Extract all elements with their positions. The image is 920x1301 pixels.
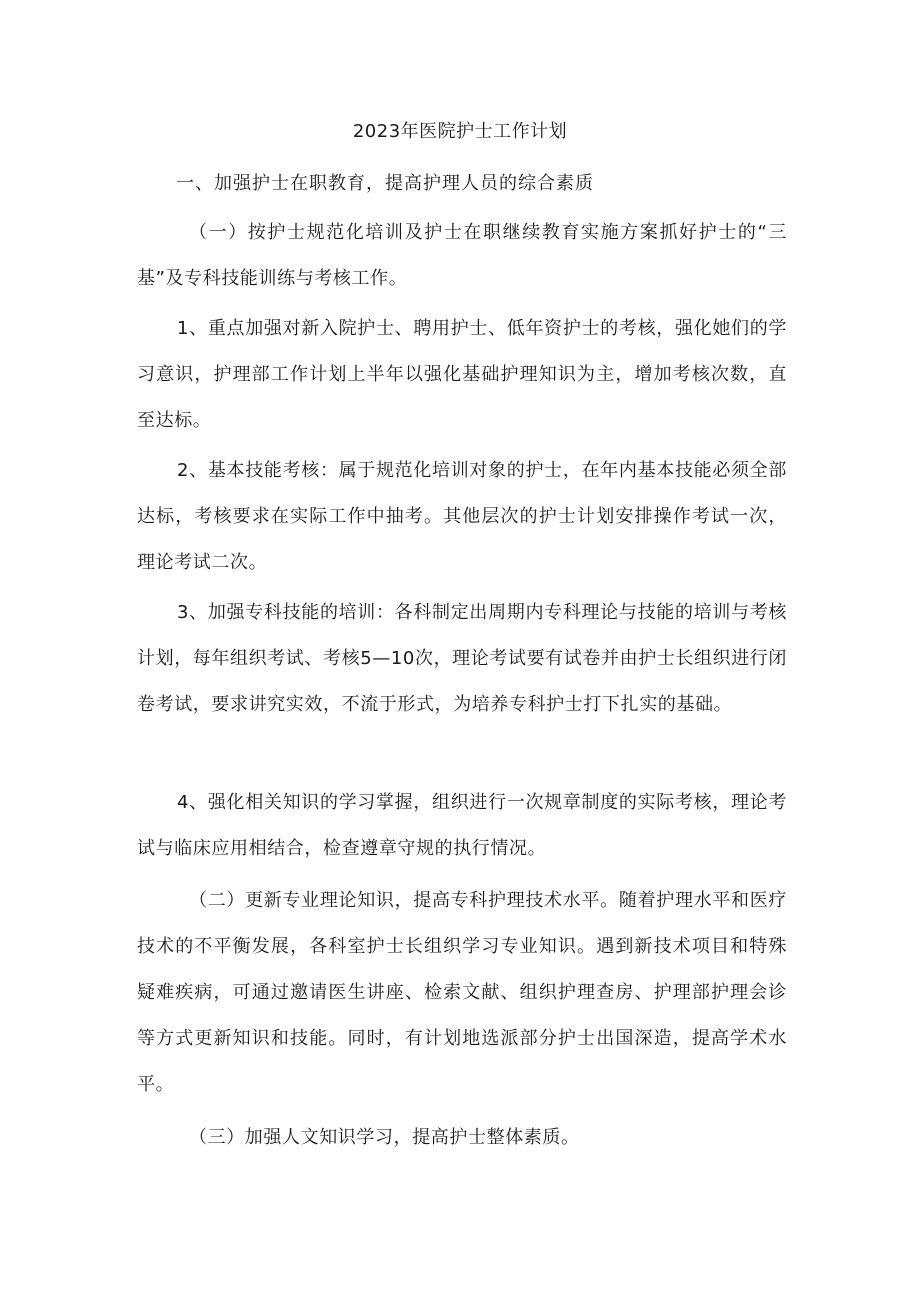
document-title: 2023年医院护士工作计划	[352, 121, 568, 142]
paragraph-5: 4、强化相关知识的学习掌握，组织进行一次规章制度的实际考核，理论考试与临床应用相结合，检查遵章守规的执行情况。	[137, 792, 787, 859]
paragraph-6: （二）更新专业理论知识，提高专科护理技术水平。随着护理水平和医疗技术的不平衡发展，各科室护士长组织学习专业知识。遇到新技术项目和特殊疑难疾病，可通过邀请医生讲座、检索文献、组织护理查房、护理部护理会诊等方式更新知识和技能。同时，有计划地选派部分护士出国深造，提高学术水平。	[137, 890, 787, 1095]
section-heading: 一、加强护士在职教育，提高护理人员的综合素质	[176, 173, 594, 194]
paragraph-4: 3、加强专科技能的培训：各科制定出周期内专科理论与技能的培训与考核计划，每年组织考试、考核5—10次，理论考试要有试卷并由护士长组织进行闭卷考试，要求讲究实效，不流于形式，为培养专科护士打下扎实的基础。	[137, 602, 787, 715]
paragraph-7: （三）加强人文知识学习，提高护士整体素质。	[189, 1127, 580, 1148]
paragraph-3: 2、基本技能考核：属于规范化培训对象的护士，在年内基本技能必须全部达标，考核要求在实际工作中抽考。其他层次的护士计划安排操作考试一次，理论考试二次。	[137, 460, 787, 573]
paragraph-1: （一）按护士规范化培训及护士在职继续教育实施方案抓好护士的“三基”及专科技能训练与考核工作。	[137, 222, 787, 289]
paragraph-2: 1、重点加强对新入院护士、聘用护士、低年资护士的考核，强化她们的学习意识，护理部工作计划上半年以强化基础护理知识为主，增加考核次数，直至达标。	[137, 318, 787, 431]
